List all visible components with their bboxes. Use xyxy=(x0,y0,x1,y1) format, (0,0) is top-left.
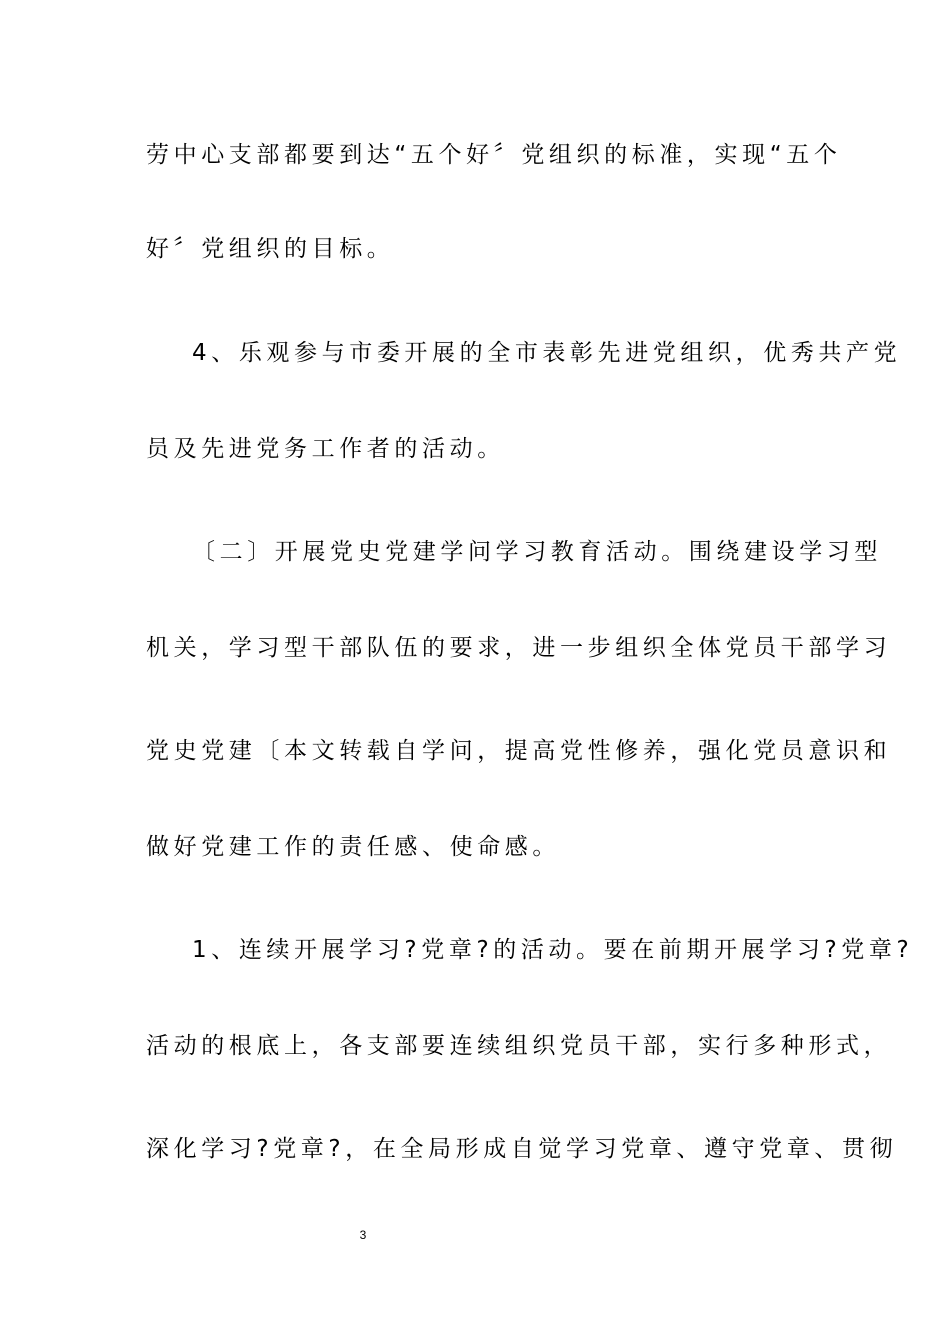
text-line: 4、乐观参与市委开展的全市表彰先进党组织，优秀共产党 xyxy=(192,340,902,366)
text-line: 好〞党组织的目标。 xyxy=(146,236,395,262)
text-line: 〔二〕开展党史党建学问学习教育活动。围绕建设学习型 xyxy=(192,539,882,565)
text-line: 劳中心支部都要到达“五个好〞党组织的标准，实现“五个 xyxy=(146,142,842,168)
text-line: 员及先进党务工作者的活动。 xyxy=(146,436,505,462)
text-line: 1、连续开展学习?党章?的活动。要在前期开展学习?党章? xyxy=(192,937,914,963)
text-line: 党史党建〔本文转载自学问，提高党性修养，强化党员意识和 xyxy=(146,738,892,764)
text-line: 做好党建工作的责任感、使命感。 xyxy=(146,834,560,860)
text-line: 机关，学习型干部队伍的要求，进一步组织全体党员干部学习 xyxy=(146,635,892,661)
text-line: 活动的根底上，各支部要连续组织党员干部，实行多种形式， xyxy=(146,1033,892,1059)
text-line: 深化学习?党章?，在全局形成自觉学习党章、遵守党章、贯彻 xyxy=(146,1136,898,1162)
page-number: 3 xyxy=(359,1228,367,1242)
